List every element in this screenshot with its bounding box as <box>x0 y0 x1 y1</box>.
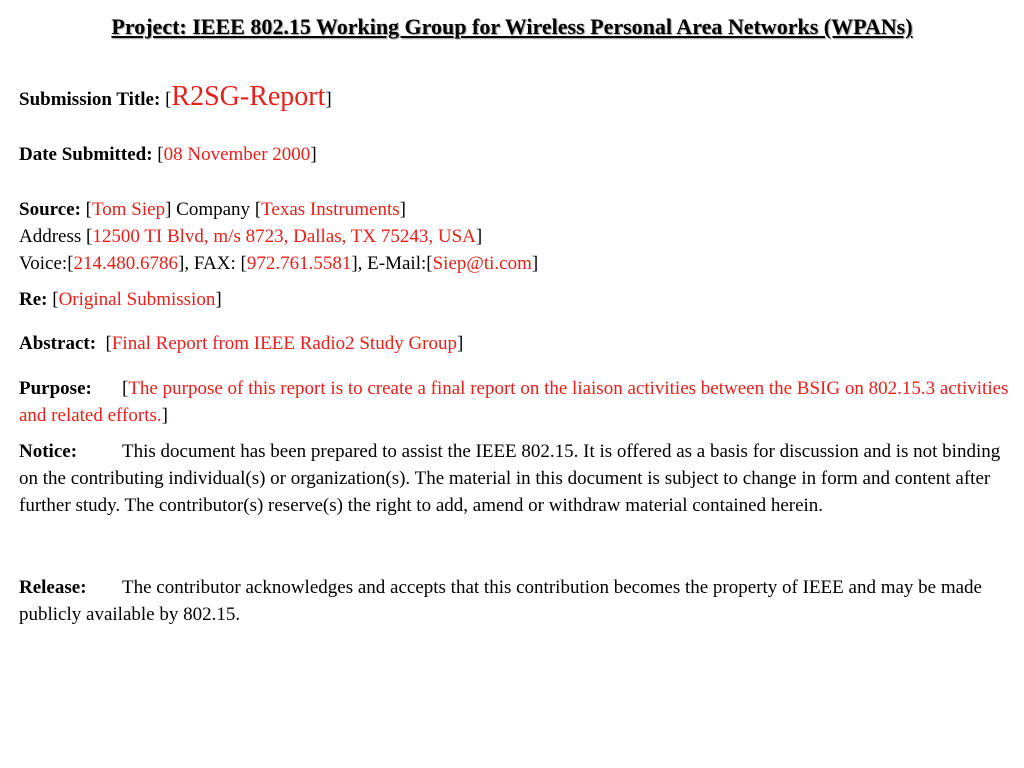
fax-value: 972.761.5581 <box>246 253 352 274</box>
re-label: Re: <box>19 289 48 310</box>
source-line: Source: [Tom Siep] Company [Texas Instruments] <box>19 199 406 220</box>
date-submitted-label: Date Submitted: <box>19 144 153 165</box>
submission-open-bracket: [ <box>165 89 172 110</box>
abstract-label: Abstract: <box>19 333 97 354</box>
purpose-value: The purpose of this report is to create a final report on the liaison activities between the BSIG on 802.15.3 activities and related efforts. <box>19 378 1009 426</box>
submission-title-label: Submission Title: <box>19 89 161 110</box>
notice-row <box>19 438 1009 519</box>
submission-title-row <box>19 82 1009 115</box>
address-value: 12500 TI Blvd, m/s 8723, Dallas, TX 75243, USA <box>92 226 476 247</box>
email-value: Siep@ti.com <box>432 253 532 274</box>
source-label: Source: <box>19 199 81 220</box>
project-title: Project: IEEE 802.15 Working Group for Wireless Personal Area Networks (WPANs) <box>111 14 913 39</box>
notice-text: This document has been prepared to assist the IEEE 802.15. It is offered as a basis for discussion and is not binding on the contributing individual(s) or organization(s). The material in this document is subject to change in form and content after further study. The contributor(s) reserve(s) the right to add, amend or withdraw material contained herein. <box>19 441 1001 516</box>
address-line: Address [12500 TI Blvd, m/s 8723, Dallas, TX 75243, USA] <box>19 226 483 247</box>
release-row <box>19 574 1009 628</box>
company-value: Texas Instruments <box>261 199 400 220</box>
source-name: Tom Siep <box>92 199 166 220</box>
date-submitted-value: 08 November 2000 <box>163 144 311 165</box>
purpose-label: Purpose: <box>19 378 92 399</box>
notice-label: Notice: <box>19 441 78 462</box>
source-block <box>19 196 1009 277</box>
email-label: , E-Mail: <box>357 253 427 274</box>
abstract-row: Abstract: [Final Report from IEEE Radio2 Study Group] <box>19 333 464 354</box>
contact-line: Voice:[214.480.6786], FAX: [972.761.5581], E-Mail:[Siep@ti.com] <box>19 253 539 274</box>
release-label: Release: <box>19 577 87 598</box>
company-label: Company <box>176 199 251 220</box>
release-text: The contributor acknowledges and accepts that this contribution becomes the property of IEEE and may be made publicly available by 802.15. <box>19 577 982 625</box>
voice-value: 214.480.6786 <box>73 253 179 274</box>
voice-label: Voice: <box>19 253 68 274</box>
fax-label: , FAX: <box>184 253 241 274</box>
submission-title-value: R2SG-Report <box>171 81 326 112</box>
address-label: Address <box>19 226 82 247</box>
re-value: Original Submission <box>58 289 216 310</box>
re-row: Re: [Original Submission] <box>19 289 222 310</box>
submission-close-bracket: ] <box>325 89 332 110</box>
abstract-value: Final Report from IEEE Radio2 Study Group <box>111 333 457 354</box>
date-submitted-row: Date Submitted: [08 November 2000] <box>19 144 317 165</box>
purpose-row: Purpose: [The purpose of this report is to create a final report on the liaison activities between the BSIG on 802.15.3 activities and related efforts.] <box>19 375 1009 429</box>
